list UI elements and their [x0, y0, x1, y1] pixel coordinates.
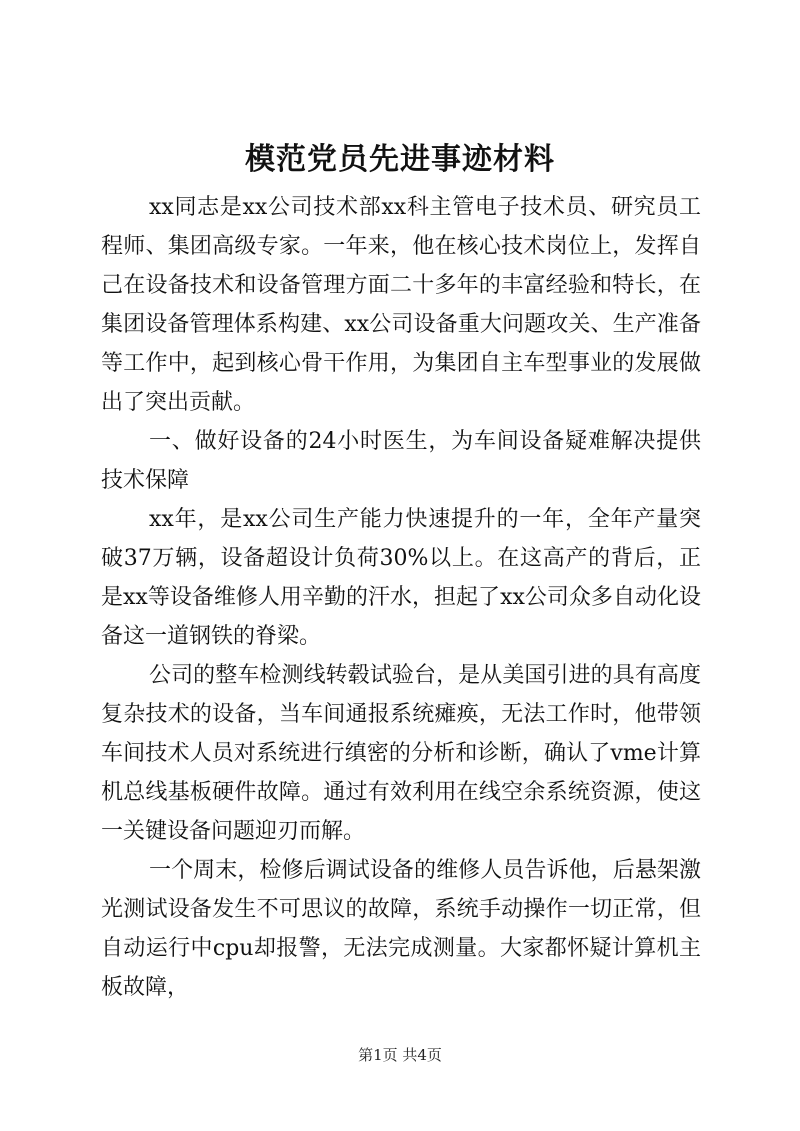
- paragraph-production: xx年，是xx公司生产能力快速提升的一年，全年产量突破37万辆，设备超设计负荷30%以上。在这高产的背后，正是xx等设备维修人用辛勤的汗水，担起了xx公司众多自动化设备这一道钢铁的脊梁。: [101, 507, 701, 649]
- section-heading-1: 一、做好设备的24小时医生，为车间设备疑难解决提供技术保障: [101, 429, 701, 493]
- paragraph-test-bench: 公司的整车检测线转毂试验台，是从美国引进的具有高度复杂技术的设备，当车间通报系统瘫痪，无法工作时，他带领车间技术人员对系统进行缜密的分析和诊断，确认了vme计算机总线基板硬件故障。通过有效利用在线空余系统资源，使这一关键设备问题迎刃而解。: [101, 663, 701, 844]
- paragraph-weekend-fault: 一个周末，检修后调试设备的维修人员告诉他，后悬架激光测试设备发生不可思议的故障，系统手动操作一切正常，但自动运行中cpu却报警，无法完成测量。大家都怀疑计算机主板故障，: [101, 858, 701, 1000]
- page-footer: 第1页 共4页: [358, 1046, 442, 1064]
- document-body: [101, 188, 701, 1007]
- page-title: 模范党员先进事迹材料: [245, 142, 555, 177]
- paragraph-intro: xx同志是xx公司技术部xx科主管电子技术员、研究员工程师、集团高级专家。一年来，他在核心技术岗位上，发挥自己在设备技术和设备管理方面二十多年的丰富经验和特长，在集团设备管理体系构建、xx公司设备重大问题攻关、生产准备等工作中，起到核心骨干作用，为集团自主车型事业的发展做出了突出贡献。: [101, 195, 701, 415]
